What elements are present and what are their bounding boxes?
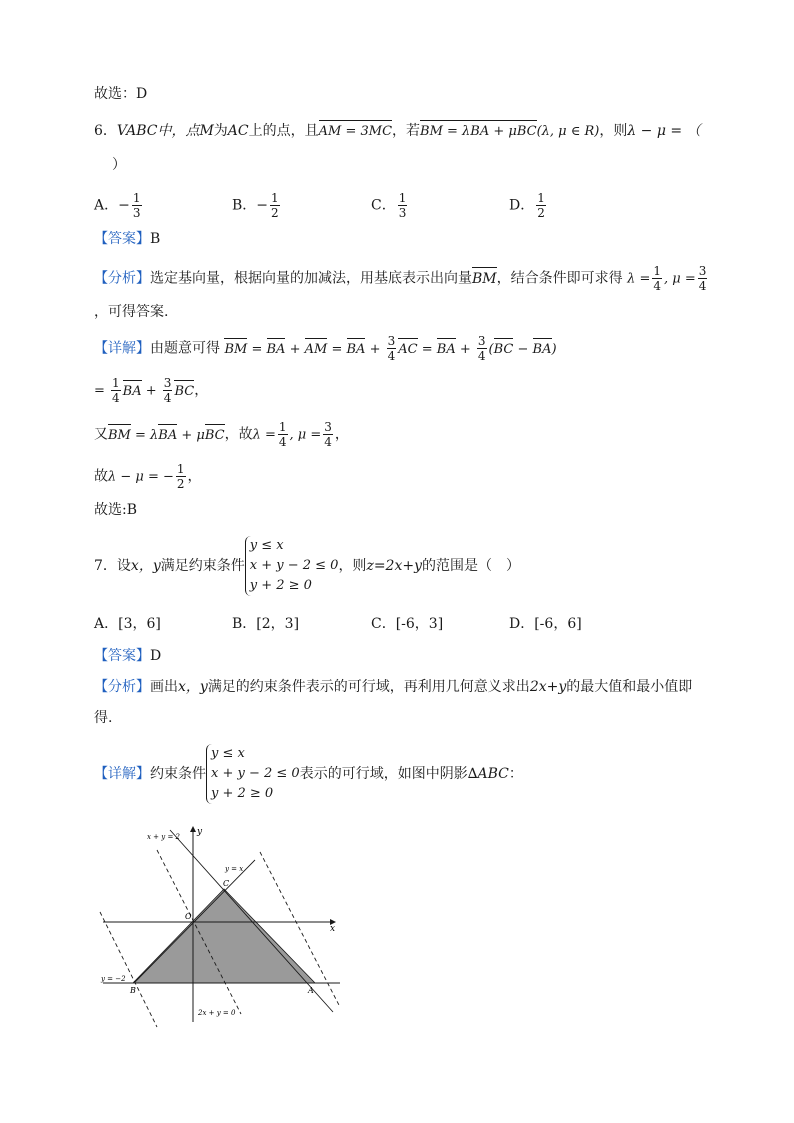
y-axis-arrow <box>190 826 196 832</box>
q7-constraint-system: y ≤ x x + y − 2 ≤ 0 y + 2 ≥ 0 <box>245 536 339 596</box>
analysis-tag: 【分析】 <box>94 270 150 287</box>
q6-option-c: C． $\frac{1}{3}$ <box>371 191 407 220</box>
q6-detail-line2: = $\frac{1}{4}$ BA + $\frac{3}{4}$ BC， <box>94 376 209 405</box>
q6-detail-line4: 故λ − μ = − $\frac{1}{2}$ ， <box>94 462 202 491</box>
answer-value: B <box>150 231 161 247</box>
label-x-axis: x <box>330 924 336 934</box>
q7-detail: 【详解】约束条件 y ≤ x x + y − 2 ≤ 0 y + 2 ≥ 0 表示的可行域，如图中阴影∆ABC： <box>94 744 523 804</box>
answer-tag: 【答案】 <box>94 648 150 664</box>
q6-analysis-end: ，可得答案. <box>94 304 169 320</box>
q6-stem-c: 为 <box>213 123 228 139</box>
q6-answer <box>94 229 160 249</box>
q6-option-d: D． $\frac{1}{2}$ <box>509 191 545 220</box>
q7-answer: 【答案】D <box>94 648 162 664</box>
q6-option-a: A．− $\frac{1}{3}$ <box>94 191 141 220</box>
q6-choose: 故选:B <box>94 502 138 518</box>
answer-tag: 【答案】 <box>94 231 150 247</box>
analysis-tag: 【分析】 <box>94 679 150 695</box>
feasible-region-figure <box>95 822 345 1030</box>
q5-conclusion: 故选：D <box>94 86 148 102</box>
q6-condition-real: (λ, μ ∈ R) <box>536 124 600 139</box>
q7-option-a: A．[3，6] <box>94 616 161 632</box>
q6-condition-decomposition: BM = λBA + μBC <box>420 122 537 142</box>
q6-stem <box>94 121 701 142</box>
parallel-line-right <box>260 852 340 1007</box>
q6-number: 6． <box>94 123 117 139</box>
q6-option-b: B．− $\frac{1}{2}$ <box>232 191 279 220</box>
label-origin: O <box>185 912 192 921</box>
q7-option-d: D．[-6，6] <box>509 616 582 632</box>
q6-stem-a: VABC中，点 <box>116 123 200 139</box>
q6-ask: λ − μ = （ <box>627 123 701 139</box>
q7-option-b: B．[2，3] <box>232 616 300 632</box>
q6-condition-vector: AM = 3MC <box>319 122 392 142</box>
q6-stem-b: M <box>199 123 214 139</box>
label-2x-plus-y: 2x + y = 0 <box>198 1009 236 1017</box>
q6-paren-close: ） <box>112 157 126 173</box>
q6-stem-d: AC <box>227 123 249 139</box>
q6-stem-g: ，则 <box>599 123 628 139</box>
label-point-b: B <box>130 986 136 995</box>
shaded-region <box>133 889 315 983</box>
label-y-x: y = x <box>225 865 244 873</box>
q6-detail-line3: 又BM = λBA + μBC，故λ = $\frac{1}{4}$ , μ = $\frac{3}{4}$ ， <box>94 420 349 449</box>
label-point-c: C <box>223 879 230 888</box>
q6-analysis: 【分析】选定基向量，根据向量的加减法，用基底表示出向量BM，结合条件即可求得 λ = $\frac{1}{4}$ , μ = $\frac{3}{4}$ <box>94 264 707 293</box>
label-y-minus-2: y = −2 <box>101 975 126 983</box>
q6-stem-e: 上的点，且 <box>248 123 319 139</box>
q6-stem-f: ，若 <box>392 123 421 139</box>
label-point-a: A <box>308 986 314 995</box>
q7-analysis-end: 得. <box>94 710 113 726</box>
q7-stem: 7．设x，y满足约束条件 y ≤ x x + y − 2 ≤ 0 y + 2 ≥ 0 ，则z=2x+y的范围是（ ） <box>94 536 520 596</box>
detail-tag: 【详解】 <box>94 766 150 782</box>
detail-tag: 【详解】 <box>94 340 150 357</box>
label-x-plus-y: x + y = 2 <box>147 833 180 841</box>
q6-detail: 【详解】由题意可得 BM = BA + AM = BA + $\frac{3}{4}$ AC = BA + $\frac{3}{4}$ (BC − BA) <box>94 334 557 363</box>
q7-analysis: 【分析】画出x，y满足的约束条件表示的可行域，再利用几何意义求出2x+y的最大值和最小值即 <box>94 679 693 695</box>
q7-option-c: C．[-6，3] <box>371 616 444 632</box>
label-y-axis: y <box>197 827 203 837</box>
